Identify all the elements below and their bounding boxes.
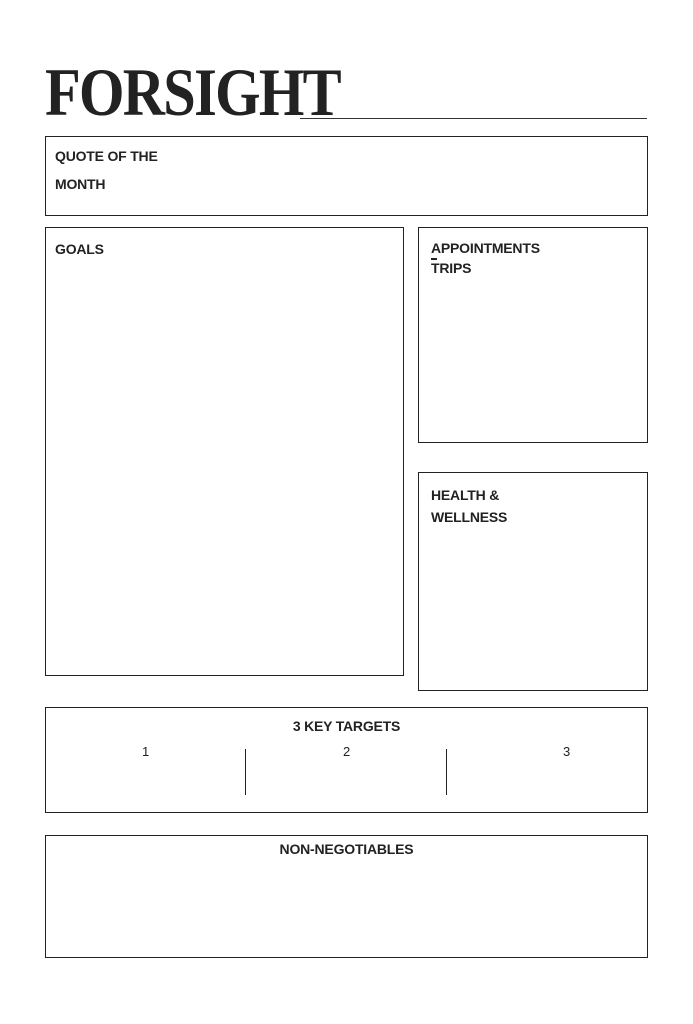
non-negotiables-label: NON-NEGOTIABLES bbox=[279, 841, 414, 857]
key-targets-divider-2 bbox=[446, 749, 447, 795]
health-label-line-2: WELLNESS bbox=[431, 509, 508, 525]
goals-label: GOALS bbox=[55, 241, 104, 257]
key-target-number-3: 3 bbox=[563, 744, 571, 759]
health-wellness-box[interactable] bbox=[418, 472, 648, 691]
health-wellness-label bbox=[431, 484, 507, 528]
appointments-trips-label bbox=[431, 238, 540, 278]
quote-label-line-1: QUOTE OF THE bbox=[55, 148, 158, 164]
health-label-line-1: HEALTH & bbox=[431, 487, 500, 503]
non-negotiables-box[interactable] bbox=[45, 835, 648, 958]
appointments-label-line-1: APPOINTMENTS bbox=[431, 240, 540, 256]
key-targets-box[interactable] bbox=[45, 707, 648, 813]
quote-of-the-month-box[interactable] bbox=[45, 136, 648, 216]
key-target-number-2: 2 bbox=[343, 744, 351, 759]
title-underline-divider bbox=[300, 118, 647, 119]
page-title: FORSIGHT bbox=[45, 54, 340, 130]
separator-dash bbox=[431, 258, 437, 260]
key-target-number-1: 1 bbox=[142, 744, 150, 759]
appointments-label-line-2: TRIPS bbox=[431, 260, 472, 276]
quote-of-the-month-label bbox=[55, 145, 158, 195]
key-targets-label: 3 KEY TARGETS bbox=[292, 718, 401, 734]
appointments-trips-box[interactable] bbox=[418, 227, 648, 443]
goals-box[interactable] bbox=[45, 227, 404, 676]
key-targets-divider-1 bbox=[245, 749, 246, 795]
quote-label-line-2: MONTH bbox=[55, 176, 106, 192]
